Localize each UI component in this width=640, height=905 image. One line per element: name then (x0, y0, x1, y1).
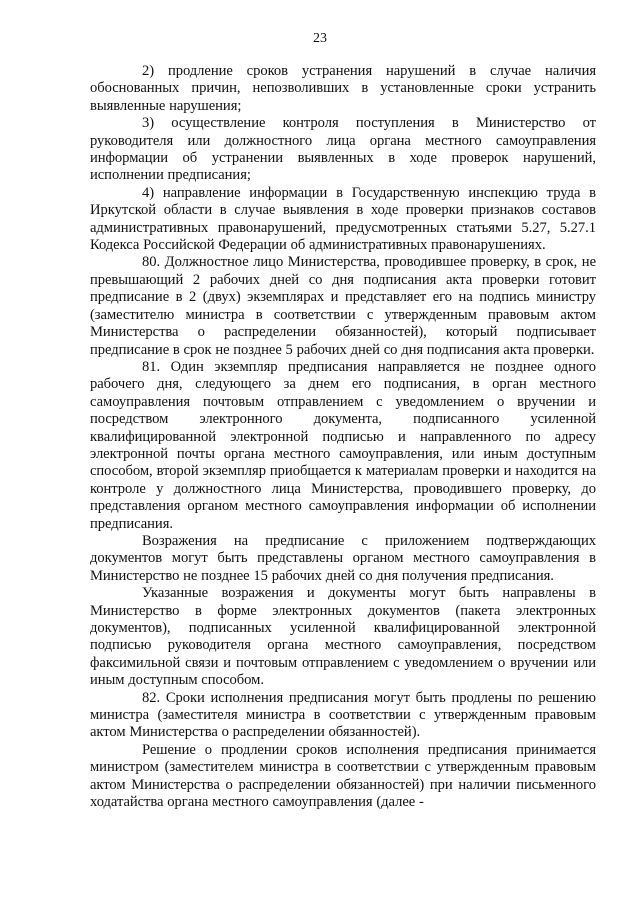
page-number: 23 (313, 31, 327, 46)
paragraph-item-4: 4) направление информации в Государственную инспекцию труда в Иркутской области в случае выявления в ходе проверки признаков составов административных правонарушений, предусмотренных статьями 5.27, 5.27.1 Кодекса Российской Федерации об административных правонарушениях. (90, 184, 596, 254)
paragraph-clause-81: 81. Один экземпляр предписания направляется не позднее одного рабочего дня, следующего за днем его подписания, в орган местного самоуправления почтовым отправлением с уведомлением о вручении и посредством электронного документа, подписанного усиленной квалифицированной электронной подписью и направленного по адресу электронной почты органа местного самоуправления, или иным доступным способом, второй экземпляр приобщается к материалам проверки и находится на контроле у должностного лица Министерства, проводившего проверку, до представления органом местного самоуправления информации об исполнении предписания. (90, 358, 596, 532)
paragraph-objections-electronic: Указанные возражения и документы могут быть направлены в Министерство в форме электронных документов (пакета электронных документов), подписанных усиленной квалифицированной электронной подписью руководителя органа местного самоуправления, посредством факсимильной связи и почтовым отправлением с уведомлением о вручении или иным доступным способом. (90, 585, 596, 689)
paragraph-item-2: 2) продление сроков устранения нарушений в случае наличия обоснованных причин, непозволивших в установленные сроки устранить выявленные нарушения; (90, 63, 596, 114)
paragraph-item-3: 3) осуществление контроля поступления в Министерство от руководителя или должностного лица органа местного самоуправления информации об устранении выявленных в ходе проверок нарушений, исполнении предписания; (90, 115, 596, 184)
document-body (90, 63, 596, 811)
paragraph-extension-decision: Решение о продлении сроков исполнения предписания принимается министром (заместителем министра в соответствии с утвержденным правовым актом Министерства о распределении обязанностей) при наличии письменного ходатайства органа местного самоуправления (далее - (90, 741, 596, 811)
paragraph-clause-80: 80. Должностное лицо Министерства, проводившее проверку, в срок, не превышающий 2 рабочих дней со дня подписания акта проверки готовит предписание в 2 (двух) экземплярах и представляет его на подпись министру (заместителю министра в соответствии с утвержденным правовым актом Министерства о распределении обязанностей), который подписывает предписание в срок не позднее 5 рабочих дней со дня подписания акта проверки. (90, 254, 596, 358)
paragraph-objections: Возражения на предписание с приложением подтверждающих документов могут быть представлены органом местного самоуправления в Министерство не позднее 15 рабочих дней со дня получения предписания. (90, 532, 596, 584)
paragraph-clause-82: 82. Сроки исполнения предписания могут быть продлены по решению министра (заместителя министра в соответствии с утвержденным правовым актом Министерства о распределении обязанностей). (90, 689, 596, 741)
